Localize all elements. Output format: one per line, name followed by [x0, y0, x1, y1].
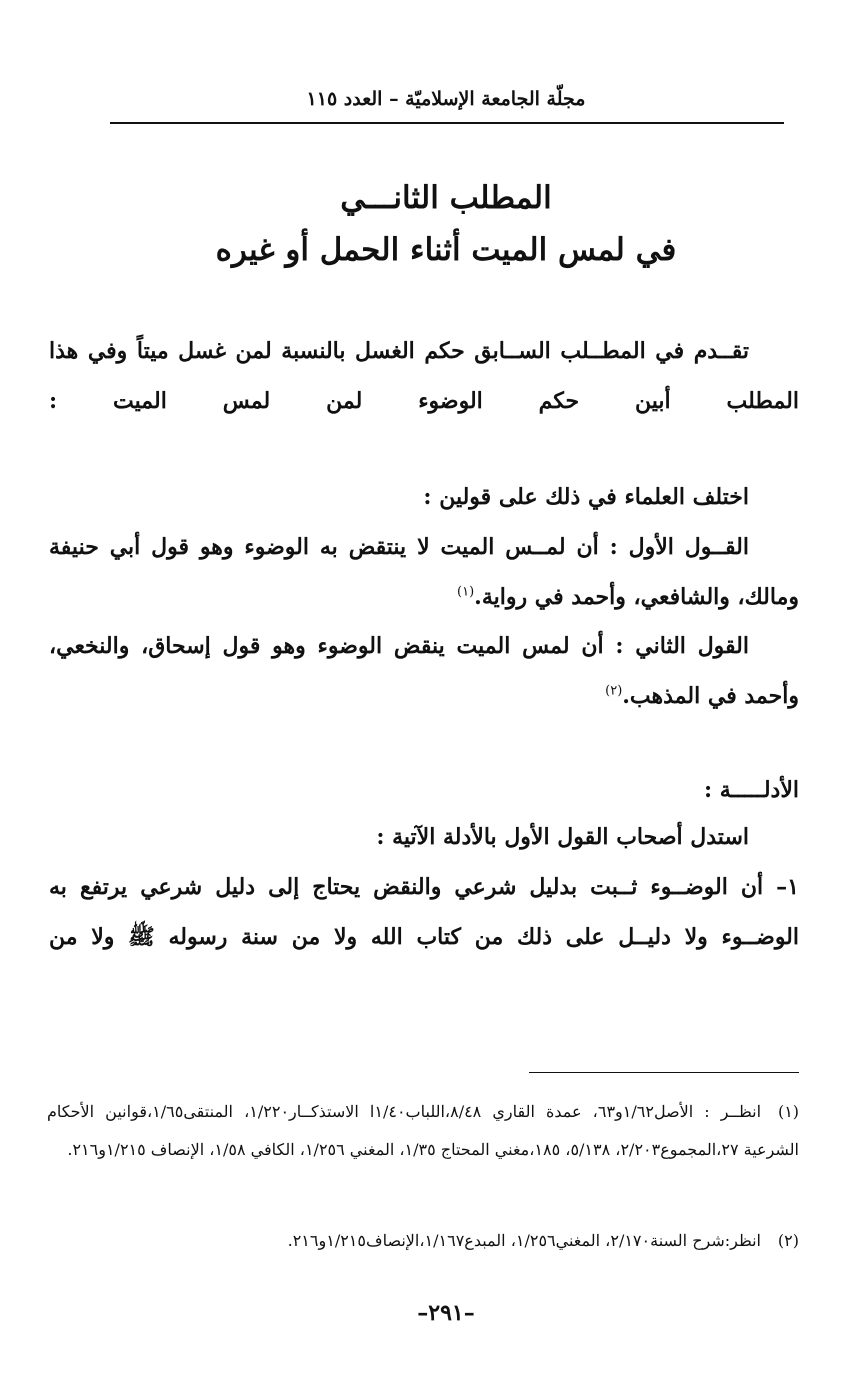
footnote-rule — [529, 1072, 799, 1073]
evidence-heading — [49, 765, 799, 815]
running-header: مجلّة الجامعة الإسلاميّة – العدد ١١٥ — [306, 88, 586, 110]
intro-paragraph — [49, 326, 799, 426]
intro-text: تقــدم في المطــلب الســابق حكم الغسل بالنسبة لمن غسل ميتاً وفي هذا المطلب أبين حكم الوضوء لمن لمس الميت : — [49, 338, 799, 414]
footnote-2 — [47, 1222, 799, 1260]
evidence-heading-text: الأدلـــــة : — [704, 777, 799, 803]
argument-one-paragraph — [49, 862, 799, 962]
section-subtitle: في لمس الميت أثناء الحمل أو غيره — [215, 232, 677, 268]
opinion-two-text: القول الثاني : أن لمس الميت ينقض الوضوء وهو قول إسحاق، والنخعي، وأحمد في المذهب. — [49, 633, 799, 709]
opinion-one-text: القــول الأول : أن لمــس الميت لا ينتقض به الوضوء وهو قول أبي حنيفة ومالك، والشافعي، وأحمد في رواية. — [49, 534, 799, 610]
disagreement-text: اختلف العلماء في ذلك على قولين : — [423, 484, 749, 510]
footnote-ref-1[interactable]: (١) — [457, 584, 475, 600]
footnote-number: (٢) — [777, 1231, 799, 1250]
footnote-ref-2[interactable]: (٢) — [605, 683, 623, 699]
footnote-number: (١) — [777, 1102, 800, 1121]
opinion-two-paragraph — [49, 621, 799, 721]
page-number: –٢٩١– — [417, 1300, 475, 1326]
evidence-intro-paragraph — [49, 812, 799, 862]
opinion-one-paragraph — [49, 522, 799, 622]
header-rule — [110, 122, 784, 124]
section-title: المطلب الثانـــي — [340, 180, 552, 216]
argument-one-text: ١– أن الوضــوء ثــبت بدليل شرعي والنقض يحتاج إلى دليل شرعي يرتفع به الوضــوء ولا دليــل على ذلك من كتاب الله ولا من سنة رسوله ﷺ ولا من — [49, 874, 799, 950]
footnote-text: انظــر : الأصل١/٦٢و٦٣، عمدة القاري ٨/٤٨،اللباب١/٤٠ا الاستذكــار١/٢٢٠، المنتقى١/٦٥،قوانين الأحكام الشرعية ٢٧،المجموع٢/٢٠٣، ٥/١٣٨، ١٨٥،مغني المحتاج ١/٣٥، المغني ١/٢٥٦، الكافي ١/٥٨، الإنصاف ١/٢١٥و٢١٦. — [47, 1102, 799, 1159]
footnote-text: انظر:شرح السنة٢/١٧٠، المغني١/٢٥٦، المبدع١/١٦٧،الإنصاف١/٢١٥و٢١٦. — [287, 1231, 761, 1250]
evidence-intro-text: استدل أصحاب القول الأول بالأدلة الآتية : — [376, 824, 749, 850]
disagreement-paragraph — [49, 472, 799, 522]
footnote-1 — [47, 1093, 799, 1169]
